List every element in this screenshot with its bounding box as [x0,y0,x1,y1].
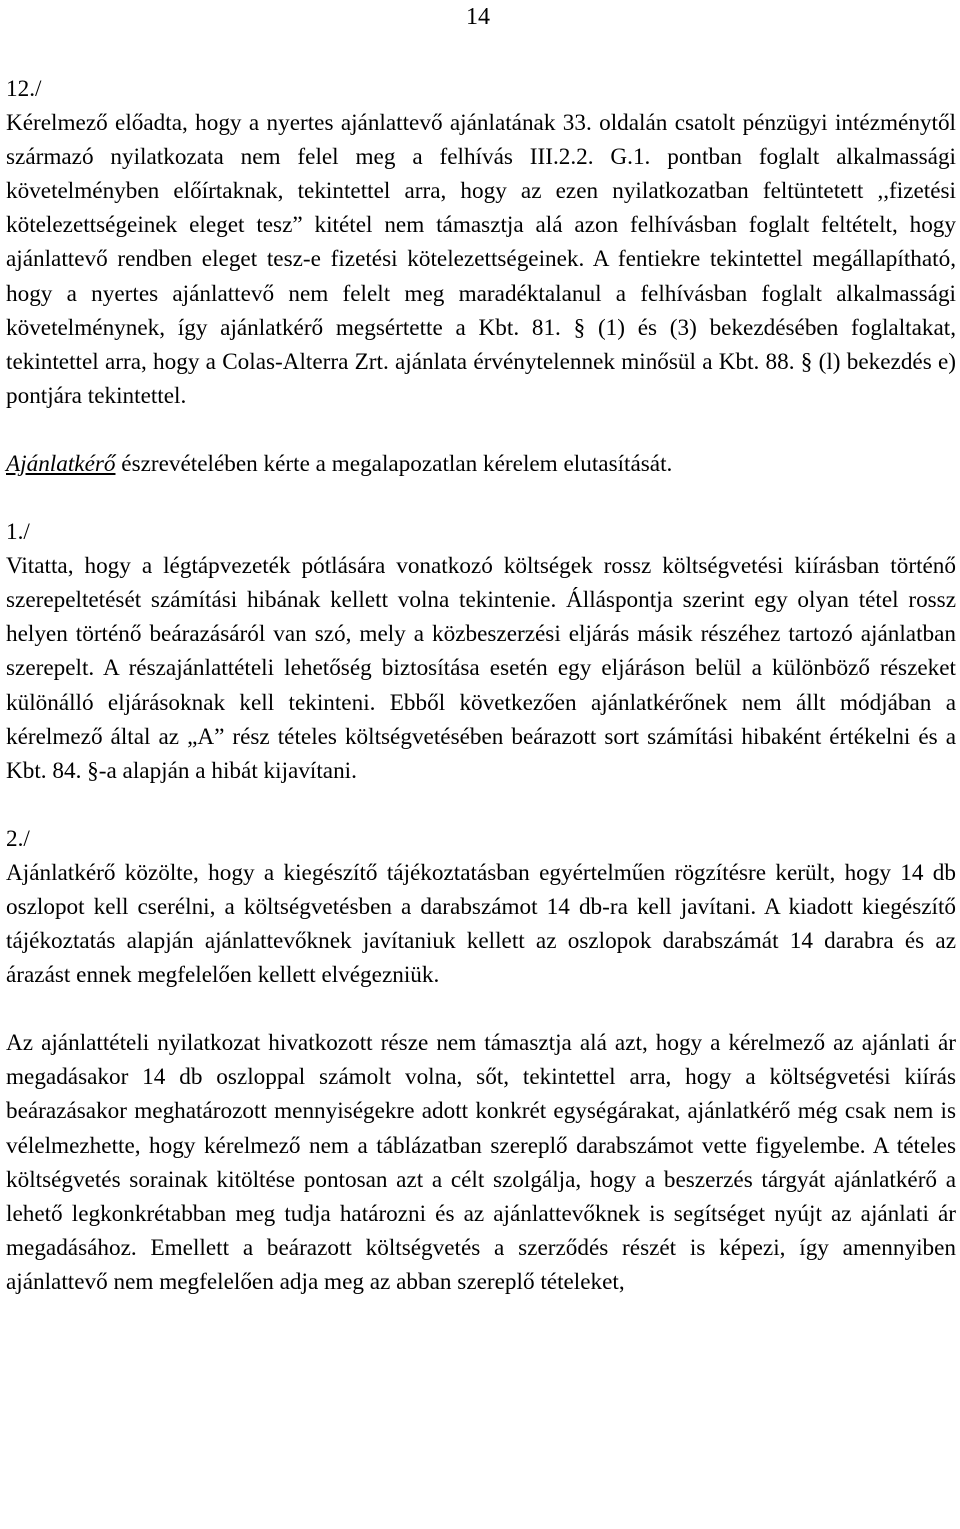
ajanlatkero-paragraph [6,447,956,481]
page-number: 14 [466,4,490,30]
closing-paragraph: Az ajánlattételi nyilatkozat hivatkozott része nem támasztja alá azt, hogy a kérelmező az ajánlati ár megadásakor 14 db oszloppal számolt volna, sőt, tekintettel arra, hogy a költségvetési kiírás beárazásakor meghatározott mennyiségekre adott konkrét egységárakat, ajánlatkérő még csak nem is vélelmezhette, hogy kérelmező nem a táblázatban szereplő darabszámot vette figyelembe. A tételes költségvetés sorainak kitöltése pontosan azt a célt szolgálja, hogy a beszerzés tárgyát ajánlatkérő a lehető legkonkrétabban meg tudja határozni és az ajánlattevőknek is segítséget nyújt az ajánlati ár megadásához. Emellett a beárazott költségvetés a szerződés részét is képezi, így amennyiben ajánlattevő nem megfelelően adja meg az abban szereplő tételeket, [6,1030,956,1295]
ajanlatkero-rest: észrevételében kérte a megalapozatlan kérelem elutasítását. [115,450,673,477]
section-paragraph: Kérelmező előadta, hogy a nyertes ajánlattevő ajánlatának 33. oldalán csatolt pénzügyi intézménytől származó nyilatkozata nem felel meg a felhívás III.2.2. G.1. pontban foglalt alkalmassági követelményben előírtaknak, tekintettel arra, hogy az ezen nyilatkozatban feltüntetett ,,fizetési kötelezettségeinek eleget tesz” kitétel nem támasztja alá azon felhívásban foglalt feltételt, hogy ajánlattevő rendben eleget tesz-e fizetési kötelezettségeinek. A fentiekre tekintettel megállapítható, hogy a nyertes ajánlattevő nem felelt meg maradéktalanul a felhívásban foglalt alkalmassági követelménynek, így ajánlatkérő megsértette a Kbt. 81. § (1) és (3) bekezdésében foglaltakat, tekintettel arra, hogy a Colas-Alterra Zrt. ajánlata érvénytelennek minősül a Kbt. 88. § (l) bekezdés e) pontjára tekintettel. [6,110,956,409]
ajanlatkero-heading: Ajánlatkérő [6,450,116,477]
point-1-number: 1./ [6,519,30,546]
point-2-number: 2./ [6,825,30,852]
point-1-paragraph: Vitatta, hogy a légtápvezeték pótlására vonatkozó költségek rossz költségvetési kiírásban történő szerepeltetését számítási hibának kellett volna tekintenie. Álláspontja szerint egy olyan tétel rossz helyen történő beárazásáról van szó, mely a közbeszerzési eljárás másik részéhez tartozó ajánlatban szerepelt. A részajánlattételi lehetőség biztosítása esetén egy eljáráson belül a különböző részeket különálló eljárásoknak kell tekinteni. Ebből következően ajánlatkérőnek nem állt módjában a kérelmező által az „A” rész tételes költségvetésében beárazott sort számítási hibaként értékelni és a Kbt. 84. §-a alapján a hibát kijavítani. [6,553,956,784]
point-2-paragraph: Ajánlatkérő közölte, hogy a kiegészítő tájékoztatásban egyértelműen rögzítésre került, hogy 14 db oszlopot kell cserélni, a költségvetésben a darabszámot 14 db-ra kell javítani. A kiadott kiegészítő tájékoztatás alapján ajánlattevőknek javítaniuk kellett az oszlopok darabszámát 14 darabra és az árazást ennek megfelelően kellett elvégezniük. [6,859,956,989]
section-number: 12./ [6,76,42,102]
document-body [6,72,956,1299]
